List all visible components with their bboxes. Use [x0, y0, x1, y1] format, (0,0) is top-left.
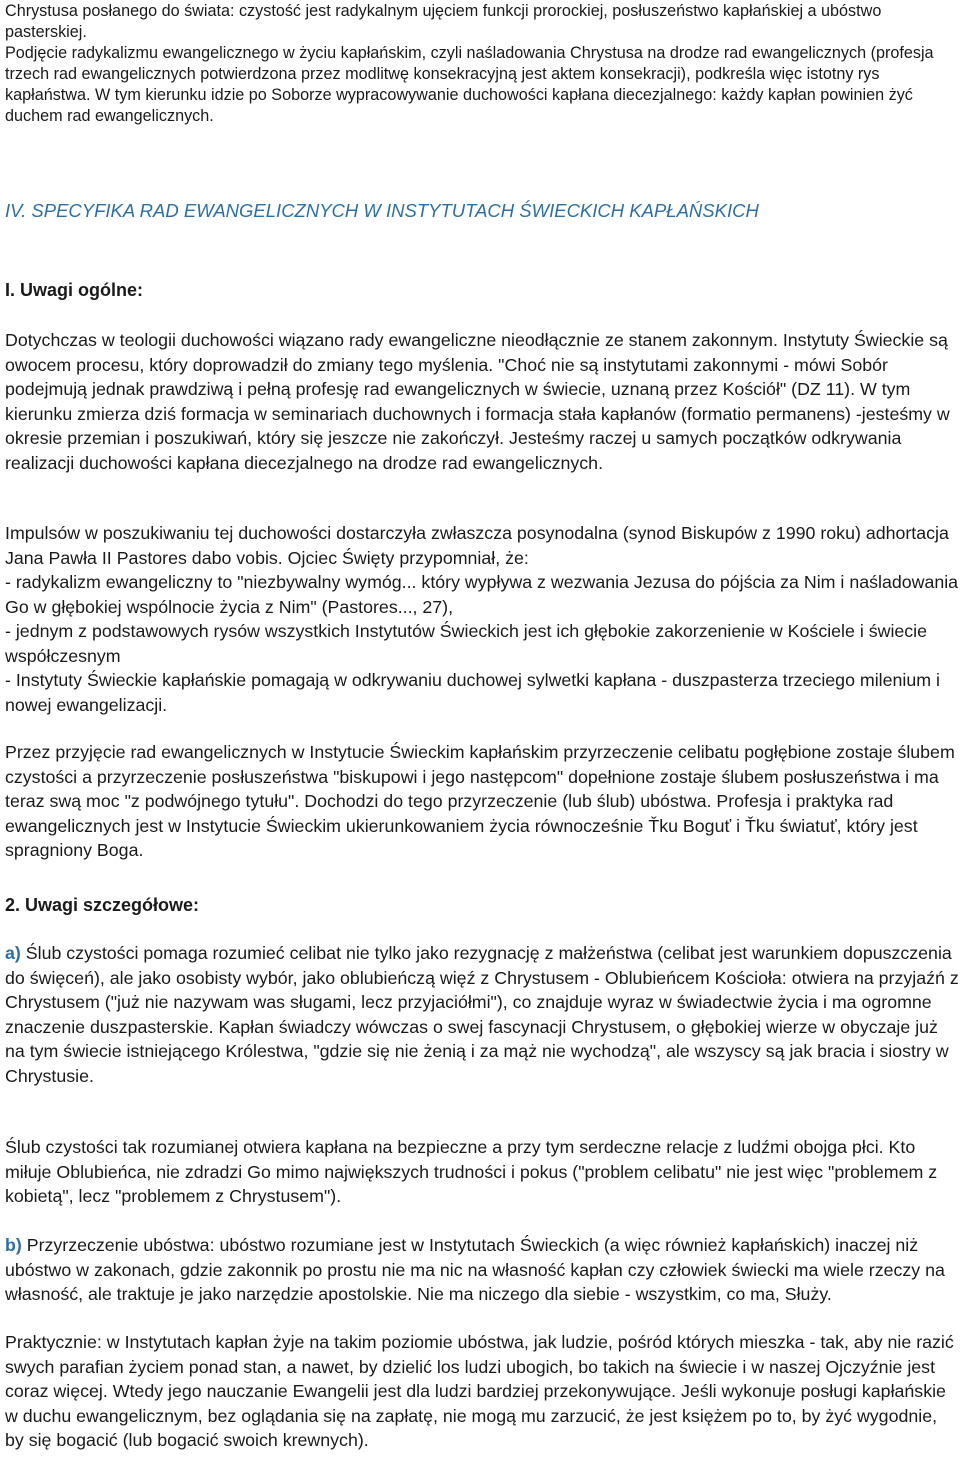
- item-b-text: Przyrzeczenie ubóstwa: ubóstwo rozumiane jest w Instytutach Świeckich (a więc również kapłańskich) inaczej niż ubóstwo w zakonach, gdzie zakonnik po prostu nie ma nic na własność kapłan czy człowiek świecki ma wiele rzeczy na własność, ale traktuje je jako narzędzie apostolskie. Nie ma niczego dla siebie - wszystkim, co ma, Służy.: [5, 1235, 945, 1304]
- impulse-item-3: - Instytuty Świeckie kapłańskie pomagają w odkrywaniu duchowej sylwetki kapłana - duszpasterza trzeciego milenium i nowej ewangelizacji.: [5, 670, 940, 715]
- vows-paragraph: Przez przyjęcie rad ewangelicznych w Instytucie Świeckim kapłańskim przyrzeczenie celibatu pogłębione zostaje ślubem czystości a przyrzeczenie posłuszeństwa "biskupowi i jego następcom" dopełnione zostaje ślubem posłuszeństwa i ma teraz swą moc "z podwójnego tytułu". Dochodzi do tego przyrzeczenie (lub ślub) ubóstwa. Profesja i praktyka rad ewangelicznych jest w Instytucie Świeckim ukierunkowaniem życia równocześnie Ťku Boguť i Ťku światuť, który jest spragniony Boga.: [5, 742, 955, 860]
- section-heading: IV. SPECYFIKA RAD EWANGELICZNYCH W INSTYTUTACH ŚWIECKICH KAPŁAŃSKICH: [5, 200, 759, 221]
- impulse-list: [5, 521, 960, 717]
- item-a-text: Ślub czystości pomaga rozumieć celibat nie tylko jako rezygnację z małżeństwa (celibat jest warunkiem dopuszczenia do święceń), ale jako osobisty wybór, jako oblubieńczą więź z Chrystusem - Oblubieńcem Kościoła: otwiera na przyjaźń z Chrystusem ("już nie nazywam was sługami, lecz przyjaciółmi"), co znajduje wyraz w świadectwie życia i ma ogromne znaczenie duszpasterskie. Kapłan świadczy wówczas o swej fascynacji Chrystusem, o głębokiej wierze w obyczaje już na tym świecie istniejącego Królestwa, "gdzie się nie żenią i za mąż nie wychodzą", ale wszyscy są jak bracia i siostry w Chrystusie.: [5, 943, 959, 1086]
- impulse-item-2: - jednym z podstawowych rysów wszystkich Instytutów Świeckich jest ich głębokie zakorzenienie w Kościele i świecie współczesnym: [5, 621, 928, 666]
- general-remarks-heading: I. Uwagi ogólne:: [5, 280, 143, 300]
- item-b-marker: b): [5, 1235, 22, 1255]
- intro-paragraph-2: Podjęcie radykalizmu ewangelicznego w życiu kapłańskim, czyli naśladowania Chrystusa na drodze rad ewangelicznych (profesja trzech rad ewangelicznych potwierdzona przez modlitwę konsekracyjną jest aktem konsekracji), podkreśla więc istotny rys kapłaństwa. W tym kierunku idzie po Soborze wypracowywanie duchowości kapłana diecezjalnego: każdy kapłan powinien żyć duchem rad ewangelicznych.: [5, 44, 934, 125]
- poverty-paragraph-b: [5, 1233, 960, 1307]
- intro-paragraph-1: Chrystusa posłanego do świata: czystość jest radykalnym ujęciem funkcji prorockiej, posłuszeństwo kapłańskiej a ubóstwo pasterskiej.: [5, 2, 882, 41]
- impulse-intro: Impulsów w poszukiwaniu tej duchowości dostarczyła zwłaszcza posynodalna (synod Biskupów z 1990 roku) adhortacja Jana Pawła II Pastores dabo vobis. Ojciec Święty przypomniał, że:: [5, 523, 949, 568]
- practice-paragraph: Praktycznie: w Instytutach kapłan żyje na takim poziomie ubóstwa, jak ludzie, pośród których mieszka - tak, aby nie razić swych parafian życiem ponad stan, a nawet, by dzielić los ludzi ubogich, bo takich na świecie i w naszej Ojczyźnie jest coraz więcej. Wtedy jego nauczanie Ewangelii jest dla ludzi bardziej przekonywujące. Jeśli wykonuje posługi kapłańskie w duchu ewangelicznym, bez oglądania się na zapłatę, nie mogą mu zarzucić, że jest księżem po to, by żyć wygodnie, by się bogacić (lub bogacić swoich krewnych).: [5, 1332, 954, 1450]
- item-a-marker: a): [5, 943, 21, 963]
- chastity-paragraph: Ślub czystości tak rozumianej otwiera kapłana na bezpieczne a przy tym serdeczne relacje z ludźmi obojga płci. Kto miłuje Oblubieńca, nie zdradzi Go mimo największych trudności i pokus ("problem celibatu" nie jest więc "problemem z kobietą", lecz "problemem z Chrystusem").: [5, 1137, 938, 1206]
- general-remarks-paragraph: Dotychczas w teologii duchowości wiązano rady ewangeliczne nieodłącznie ze stanem zakonnym. Instytuty Świeckie są owocem procesu, który doprowadził do zmiany tego myślenia. "Choć nie są instytutami zakonnymi - mówi Sobór podejmują jednak prawdziwą i pełną profesję rad ewangelicznych w świecie, uznaną przez Kościół" (DZ 11). W tym kierunku zmierza dziś formacja w seminariach duchownych i formacja stała kapłanów (formatio permanens) -jesteśmy w okresie przemian i poszukiwań, który się jeszcze nie zakończył. Jesteśmy raczej u samych początków odkrywania realizacji duchowości kapłana diecezjalnego na drodze rad ewangelicznych.: [5, 330, 950, 473]
- impulse-item-1: - radykalizm ewangeliczny to "niezbywalny wymóg... który wypływa z wezwania Jezusa do pójścia za Nim i naśladowania Go w głębokiej wspólnocie życia z Nim" (Pastores..., 27),: [5, 572, 959, 617]
- detailed-remarks-heading: 2. Uwagi szczegółowe:: [5, 895, 200, 915]
- chastity-paragraph-a: [5, 941, 960, 1088]
